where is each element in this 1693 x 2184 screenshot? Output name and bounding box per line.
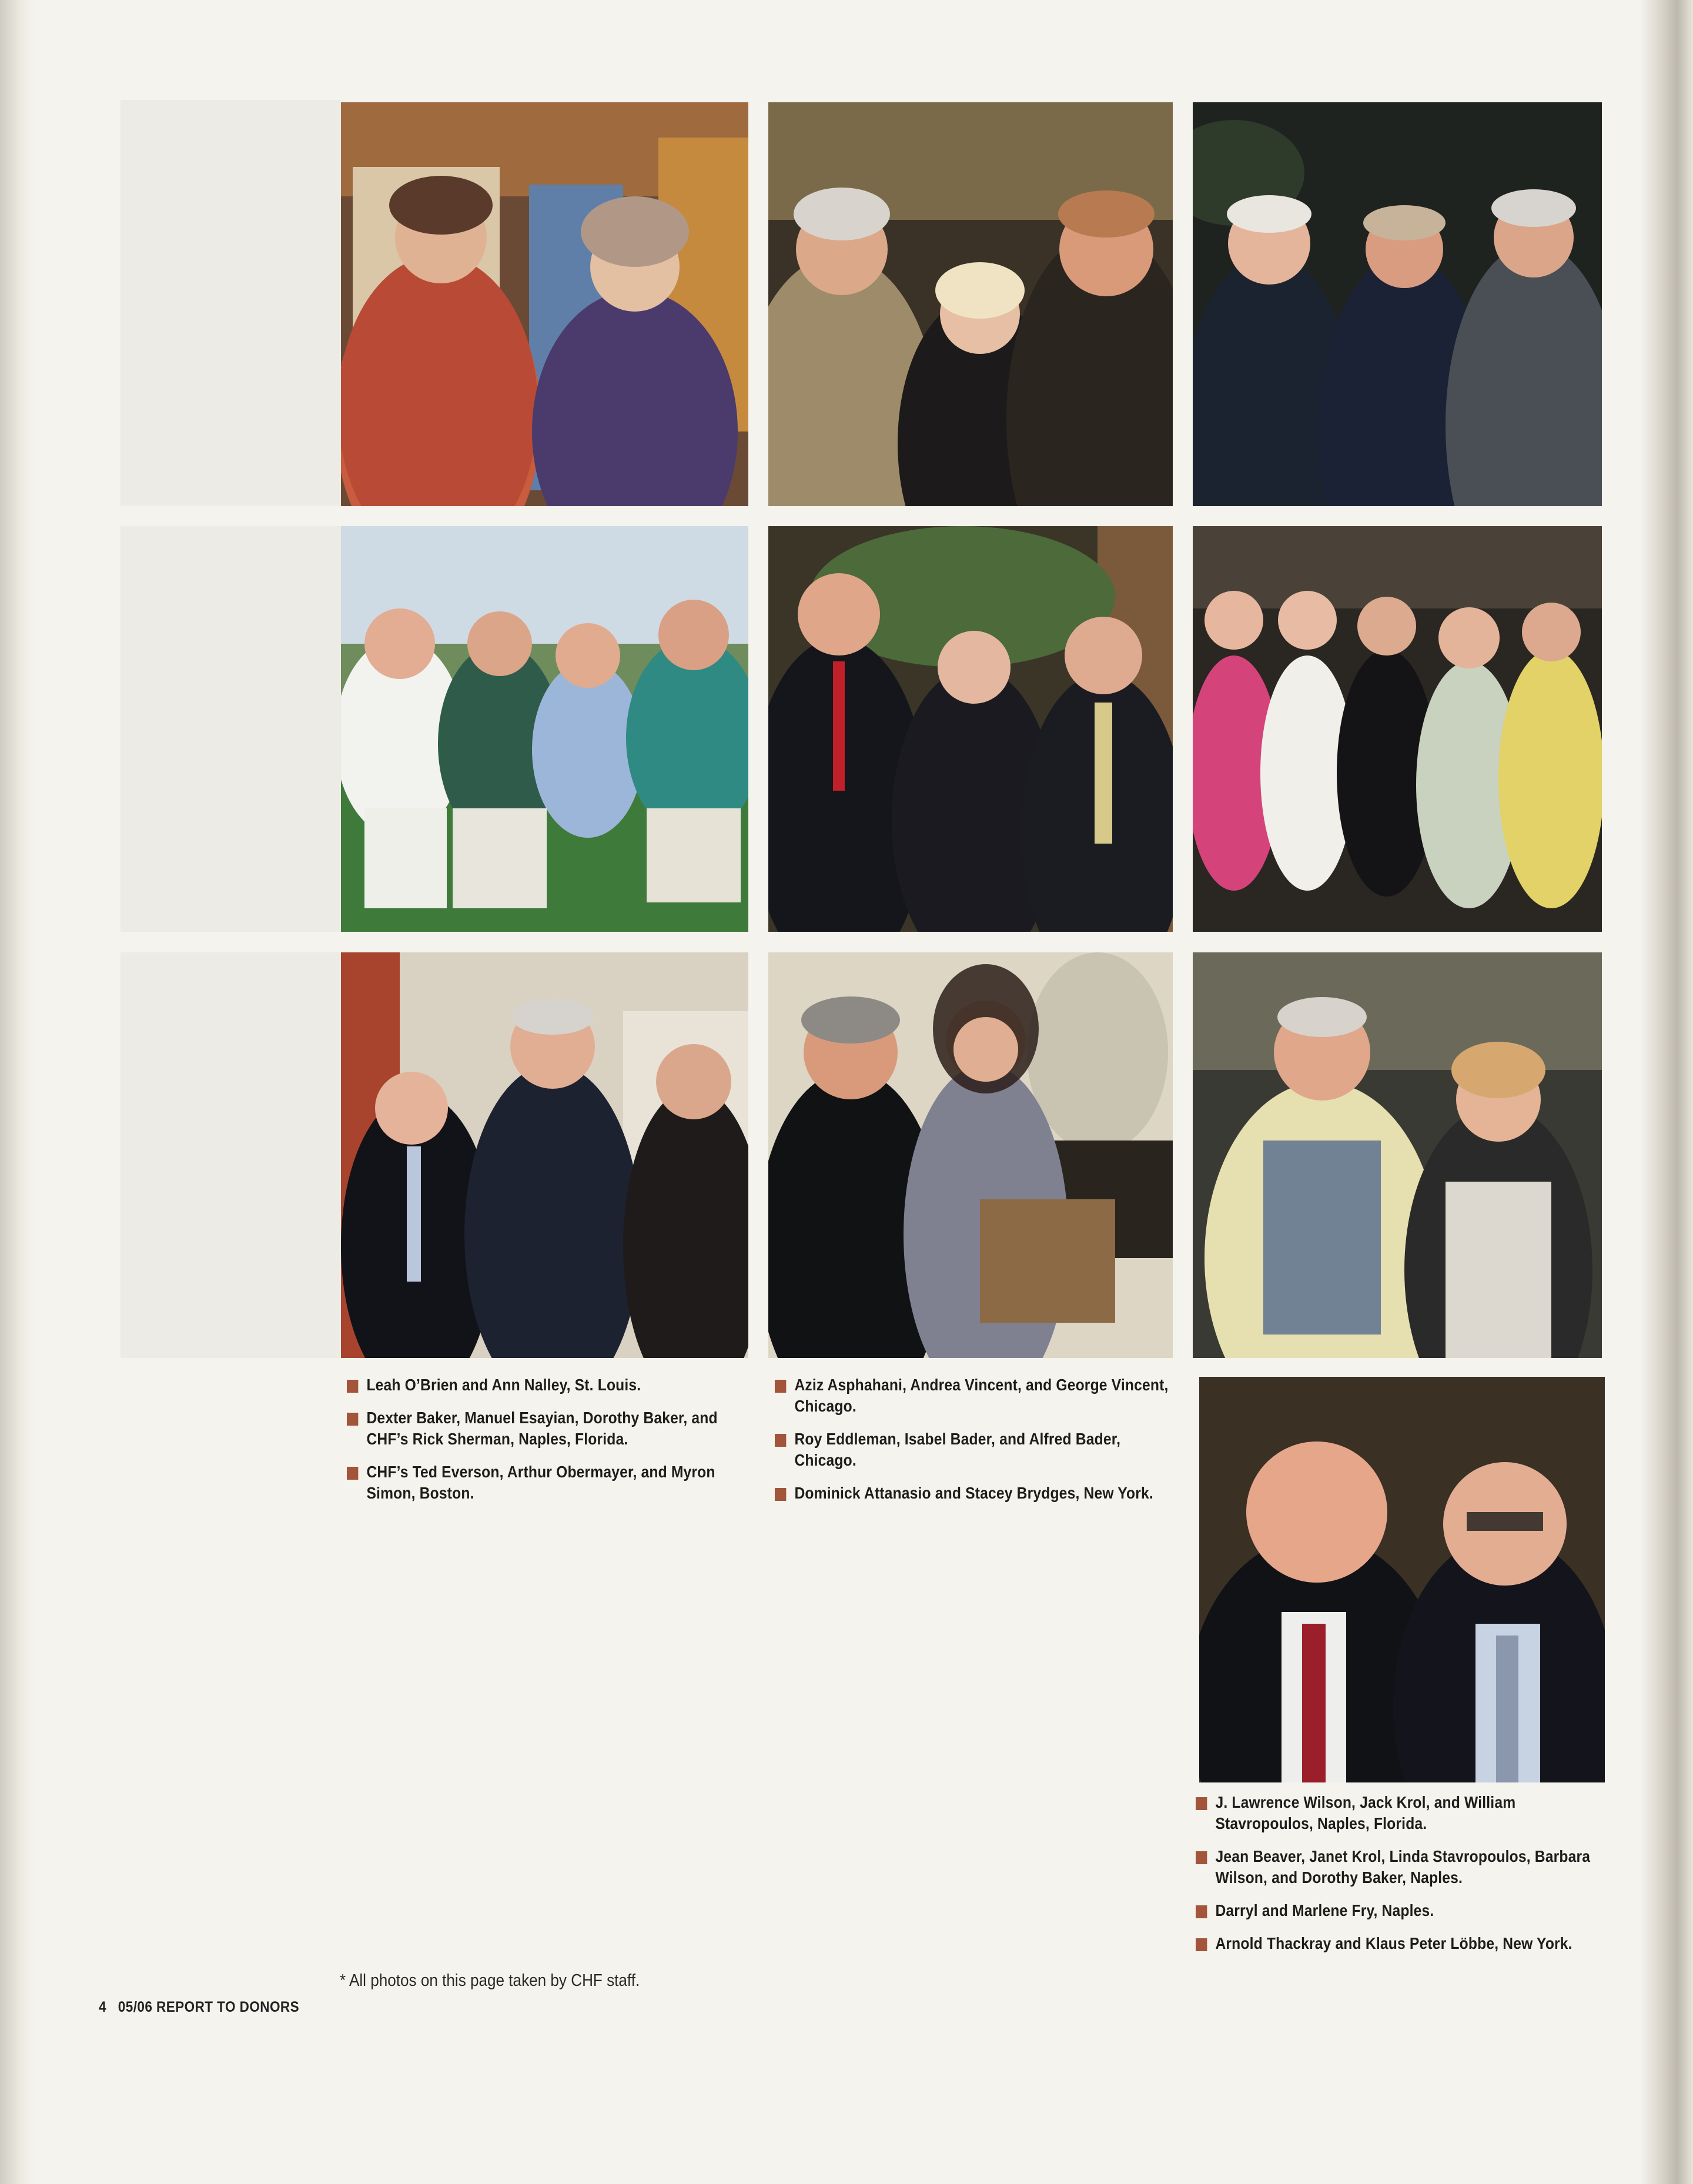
caption-item bbox=[775, 1374, 1177, 1417]
caption-bullet bbox=[775, 1380, 786, 1393]
photo-dexter-manuel-dorothy-rick bbox=[341, 526, 748, 932]
photo-roy-isabel-alfred bbox=[768, 526, 1173, 932]
caption-list-right bbox=[1196, 1792, 1653, 1966]
photo-arnold-klaus bbox=[1199, 1377, 1605, 1782]
photo-lawrence-jack-william bbox=[1193, 102, 1602, 506]
caption-list-middle bbox=[775, 1374, 1232, 1516]
caption-bullet bbox=[1196, 1851, 1207, 1864]
caption-text: Dexter Baker, Manuel Esayian, Dorothy Baker, and CHF’s Rick Sherman, Naples, Florida. bbox=[366, 1409, 718, 1448]
photo-leah-obrien-ann-nalley bbox=[341, 102, 748, 506]
caption-bullet bbox=[1196, 1905, 1207, 1918]
caption-item bbox=[347, 1407, 750, 1450]
caption-bullet bbox=[347, 1467, 358, 1480]
publication-title: 05/06 REPORT TO DONORS bbox=[118, 1999, 300, 2015]
caption-item bbox=[775, 1429, 1177, 1471]
photo-jean-janet-linda-barbara-dorothy bbox=[1193, 526, 1602, 932]
caption-text: Dominick Attanasio and Stacey Brydges, New York. bbox=[794, 1484, 1153, 1502]
caption-text: Leah O’Brien and Ann Nalley, St. Louis. bbox=[366, 1376, 641, 1394]
caption-text: CHF’s Ted Everson, Arthur Obermayer, and Myron Simon, Boston. bbox=[366, 1463, 715, 1502]
caption-item bbox=[1196, 1933, 1598, 1954]
page-number: 4 bbox=[99, 1999, 106, 2015]
photo-credit: * All photos on this page taken by CHF staff. bbox=[340, 1971, 640, 1990]
showthrough-block bbox=[121, 526, 341, 932]
caption-text: Aziz Asphahani, Andrea Vincent, and George Vincent, Chicago. bbox=[794, 1376, 1169, 1415]
caption-item bbox=[347, 1461, 750, 1504]
showthrough-block bbox=[121, 100, 341, 506]
caption-item bbox=[1196, 1900, 1598, 1921]
caption-item bbox=[1196, 1792, 1598, 1834]
caption-bullet bbox=[347, 1413, 358, 1426]
binding-shadow-left bbox=[0, 0, 34, 2184]
page-footer bbox=[99, 1999, 299, 2016]
caption-item bbox=[1196, 1846, 1598, 1888]
photo-darryl-marlene bbox=[1193, 952, 1602, 1358]
caption-bullet bbox=[1196, 1797, 1207, 1810]
photo-aziz-andrea-george bbox=[768, 102, 1173, 506]
showthrough-block bbox=[121, 952, 341, 1358]
caption-bullet bbox=[775, 1488, 786, 1501]
caption-text: Darryl and Marlene Fry, Naples. bbox=[1215, 1901, 1434, 1919]
caption-text: Arnold Thackray and Klaus Peter Löbbe, New York. bbox=[1215, 1934, 1572, 1952]
caption-text: Jean Beaver, Janet Krol, Linda Stavropoulos, Barbara Wilson, and Dorothy Baker, Naples. bbox=[1215, 1847, 1591, 1887]
caption-item bbox=[347, 1374, 750, 1396]
caption-item bbox=[775, 1483, 1177, 1504]
photo-ted-arthur-myron bbox=[341, 952, 748, 1358]
showthrough-text bbox=[338, 1599, 955, 1717]
photo-dominick-stacey bbox=[768, 952, 1173, 1358]
caption-bullet bbox=[1196, 1938, 1207, 1951]
caption-text: Roy Eddleman, Isabel Bader, and Alfred Bader, Chicago. bbox=[794, 1430, 1121, 1469]
caption-bullet bbox=[775, 1434, 786, 1447]
caption-list-left bbox=[347, 1374, 804, 1516]
caption-bullet bbox=[347, 1380, 358, 1393]
caption-text: J. Lawrence Wilson, Jack Krol, and William Stavropoulos, Naples, Florida. bbox=[1215, 1793, 1516, 1832]
